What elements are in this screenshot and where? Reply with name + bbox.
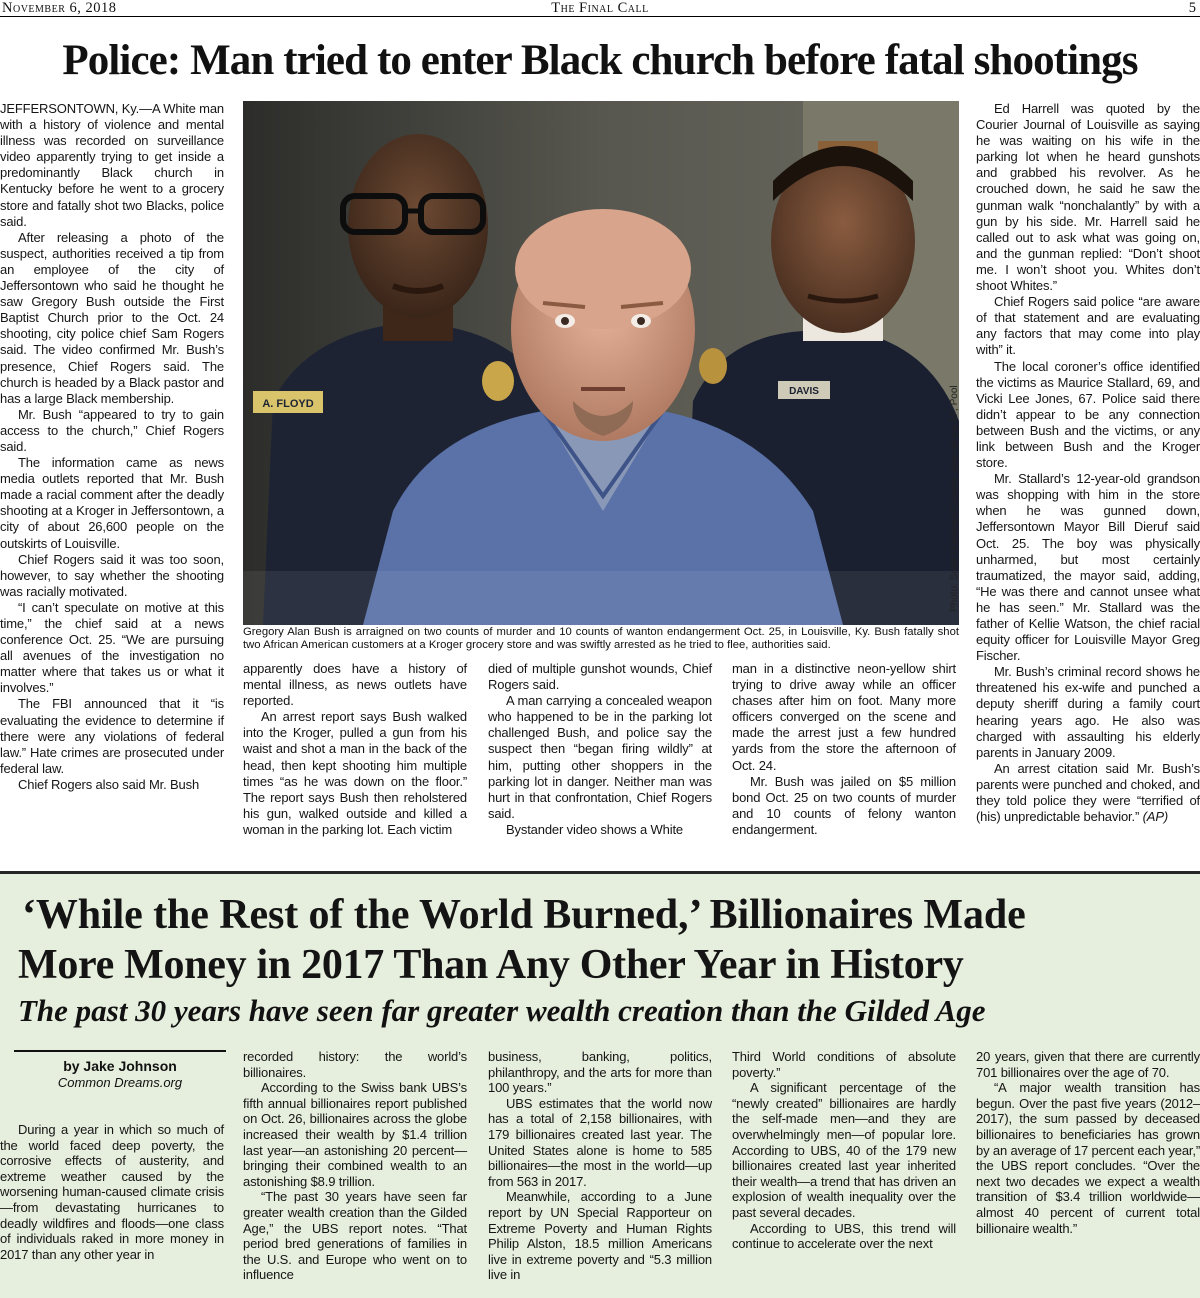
story2-col4-para: Third World conditions of absolute poverty.” xyxy=(732,1049,956,1080)
story1-column-2 xyxy=(243,661,467,838)
story2-col1-para: During a year in which so much of the world faced deep poverty, the corrosive effects of austerity, and extreme weather caused by the worsening human-caused climate crisis—from devastating hurricanes to deadly wildfires and floods—one class of individuals raked in more money in 2017 than any other year in xyxy=(0,1122,224,1262)
story1-col5-last-text: An arrest citation said Mr. Bush’s parents were punched and choked, and they told police they were “terrified of (his) unpredictable behavior.” xyxy=(976,760,1200,825)
byline-author: by Jake Johnson xyxy=(63,1058,177,1074)
story2-col3-para: UBS estimates that the world now has a total of 2,158 billionaires, with 179 billionaires created last year. The United States alone is home to 585 billionaires—the most in the world—up from 563 in 2017. xyxy=(488,1095,712,1189)
story1-col1-para: Mr. Bush “appeared to try to gain access to the church,” Chief Rogers said. xyxy=(0,406,224,454)
story2-col4-para: According to UBS, this trend will continue to accelerate over the next xyxy=(732,1220,956,1252)
story1-col3-para: died of multiple gunshot wounds, Chief Rogers said. xyxy=(488,661,712,693)
story1-col1-para: Chief Rogers said it was too soon, however, to say whether the shooting was racially motivated. xyxy=(0,551,224,599)
story2-headline-line1: ‘While the Rest of the World Burned,’ Billionaires Made xyxy=(22,892,1026,938)
story2-column-3 xyxy=(488,1049,712,1283)
story1-col5-para: Chief Rogers said police “are aware of that statement and are evaluating any factors that may come into play with” it. xyxy=(976,294,1200,358)
newspaper-name: The Final Call xyxy=(551,0,649,16)
story1-col5-para: Ed Harrell was quoted by the Courier Journal of Louisville as saying he was waiting on his wife in the parking lot when he heard gunshots and grabbed his revolver. As he crouched down, he said he saw the gunman walk “nonchalantly” by with a gun by his side. Mr. Harrell said he called out to ask what was going on, and the gunman replied: “Don’t shoot me. I won’t shoot you. Whites don’t shoot Whites.” xyxy=(976,101,1200,294)
arraignment-photo xyxy=(243,101,959,625)
arraignment-photo-graphic xyxy=(243,101,959,625)
photo-caption: Gregory Alan Bush is arraigned on two counts of murder and 10 counts of wanton endangerment Oct. 25, in Louisville, Ky. Bush fatally shot two African American customers at a Kroger grocery store and was swiftly arrested as he tried to flee, authorities said. xyxy=(243,626,959,651)
story2-headline-line2: More Money in 2017 Than Any Other Year in History xyxy=(18,942,964,988)
story1-col1-para: The information came as news media outlets reported that Mr. Bush made a racial comment after the deadly shooting at a Kroger in Jeffersontown, a city of about 26,600 people on the outskirts of Louisville. xyxy=(0,455,224,551)
wire-service-tag: (AP) xyxy=(1142,809,1169,825)
story1-col3-para: A man carrying a concealed weapon who happened to be in the parking lot challenged Bush, and police say the suspect then “began firing wildly” at him, putting other shoppers in the parking lot in danger. Neither man was hurt in that confrontation, Chief Rogers said. xyxy=(488,693,712,821)
story1-col5-para: Mr. Stallard’s 12-year-old grandson was shopping with him in the store when he was gunned down, Jeffersontown Mayor Bill Dieruf said Oct. 25. The boy was physically unharmed, but most certainly traumatized, the mayor said, adding, “He was there and cannot unsee what he has seen.” Mr. Stallard was the father of Kellie Watson, the chief racial equity officer for Louisville Mayor Greg Fischer. xyxy=(976,471,1200,664)
story1-col1-para: “I can’t speculate on motive at this time,” the chief said at a news conference Oct. 25. “We are pursuing all avenues of the investigation no matter where that takes us or what it involves.” xyxy=(0,599,224,696)
story2-col3-para: business, banking, politics, philanthropy, and the arts for more than 100 years.” xyxy=(488,1049,712,1096)
story2-column-2 xyxy=(243,1049,467,1283)
story1-column-1 xyxy=(0,101,224,793)
story1-col1-para: The FBI announced that it “is evaluating the evidence to determine if there were any violations of federal law.” Hate crimes are prosecuted under federal law. xyxy=(0,696,224,776)
story1-col4-para: man in a distinctive neon-yellow shirt trying to drive away while an officer chases after him on foot. Many more officers converged on the scene and made the arrest just a few hundred yards from the store the afternoon of Oct. 24. xyxy=(732,661,956,773)
badge-name-right: DAVIS xyxy=(789,386,819,397)
story1-col5-para xyxy=(976,761,1200,825)
story2-col2-para: recorded history: the world’s billionaires. xyxy=(243,1049,467,1080)
story1-col3-para: Bystander video shows a White xyxy=(506,821,684,837)
story2-column-5 xyxy=(976,1049,1200,1236)
badge-name-left: A. FLOYD xyxy=(262,398,314,410)
story1-col2-para: apparently does have a history of mental illness, as news outlets have reported. xyxy=(243,661,467,709)
photo-credit: Photo: Scott Utterback/Courier Journal via AP, Pool xyxy=(949,385,960,612)
story2-col5-para: “A major wealth transition has begun. Over the past five years (2012–2017), the sum passed by deceased billionaires to beneficiaries has grown by an average of 17 percent each year,” the UBS report concludes. “Over the next two decades we expect a wealth transition of $3.4 trillion worldwide—almost 40 percent of current total billionaire wealth.” xyxy=(976,1080,1200,1236)
story1-column-4 xyxy=(732,661,956,838)
story1-col4-para: Mr. Bush was jailed on $5 million bond Oct. 25 on two counts of murder and 10 counts of felony wanton endangerment. xyxy=(732,773,956,837)
story2-subhead: The past 30 years have seen far greater wealth creation than the Gilded Age xyxy=(18,993,986,1028)
issue-date: November 6, 2018 xyxy=(2,0,117,16)
story2-column-4 xyxy=(732,1049,956,1252)
story2-col5-para: 20 years, given that there are currently 701 billionaires over the age of 70. xyxy=(976,1049,1200,1080)
story2-col4-para: A significant percentage of the “newly created” billionaires are hardly the self-made men—and they are overwhelmingly men—of popular lore. According to UBS, 40 of the 179 new billionaires created last year inherited their wealth—a trend that has driven an explosion of wealth inequality over the past several decades. xyxy=(732,1080,956,1220)
story1-col2-para: An arrest report says Bush walked into the Kroger, pulled a gun from his waist and shot a man in the back of the head, then kept shooting him multiple times “as he was down on the floor.” The report says Bush then reholstered his gun, walked outside and killed a woman in the parking lot. Each victim xyxy=(243,709,467,837)
story1-col1-para: JEFFERSONTOWN, Ky.—A White man with a history of violence and mental illness was recorded on surveillance video apparently trying to get inside a predominantly Black church in Kentucky before he went to a grocery store and fatally shot two Blacks, police said. xyxy=(0,101,224,229)
page-number: 5 xyxy=(1188,0,1196,16)
story1-col1-para: After releasing a photo of the suspect, authorities received a tip from an employee of the city of Jeffersontown who said he thought he saw Gregory Bush outside the First Baptist Church prior to the Oct. 24 shooting, city police chief Sam Rogers said. The video confirmed Mr. Bush’s presence, Chief Rogers said. The church is headed by a Black pastor and has a large Black membership. xyxy=(0,229,224,406)
story2-col3-para: Meanwhile, according to a June report by UN Special Rapporteur on Extreme Poverty and Human Rights Philip Alston, 18.5 million Americans live in extreme poverty and “5.3 million live in xyxy=(488,1189,712,1283)
story1-column-3 xyxy=(488,661,712,838)
story1-headline: Police: Man tried to enter Black church before fatal shootings xyxy=(62,37,1138,84)
story1-col1-para: Chief Rogers also said Mr. Bush xyxy=(18,776,200,792)
byline-source: Common Dreams.org xyxy=(57,1075,183,1090)
masthead xyxy=(0,0,1200,17)
byline xyxy=(14,1050,226,1091)
story1-col5-para: The local coroner’s office identified the victims as Maurice Stallard, 69, and Vicki Lee Jones, 67. Police said there didn’t appear to be any connection between Bush and the victims, or any link between Bush and the Kroger store. xyxy=(976,358,1200,471)
story1-column-5 xyxy=(976,101,1200,825)
story2-col2-para: According to the Swiss bank UBS’s fifth annual billionaires report published on Oct. 26, billionaires across the globe increased their wealth by $1.4 trillion last year—an astonishing 20 percent—bringing their combined wealth to an astonishing $8.9 trillion. xyxy=(243,1080,467,1189)
story1-col5-para: Mr. Bush’s criminal record shows he threatened his ex-wife and punched a deputy sheriff during a family court hearing years ago. He also was charged with assaulting his elderly parents in January 2009. xyxy=(976,664,1200,760)
story2-col2-para: “The past 30 years have seen far greater wealth creation than the Gilded Age,” the UBS report notes. “That period bred generations of families in the U.S. and Europe who went on to influence xyxy=(243,1189,467,1283)
story2-column-1 xyxy=(0,1122,224,1262)
